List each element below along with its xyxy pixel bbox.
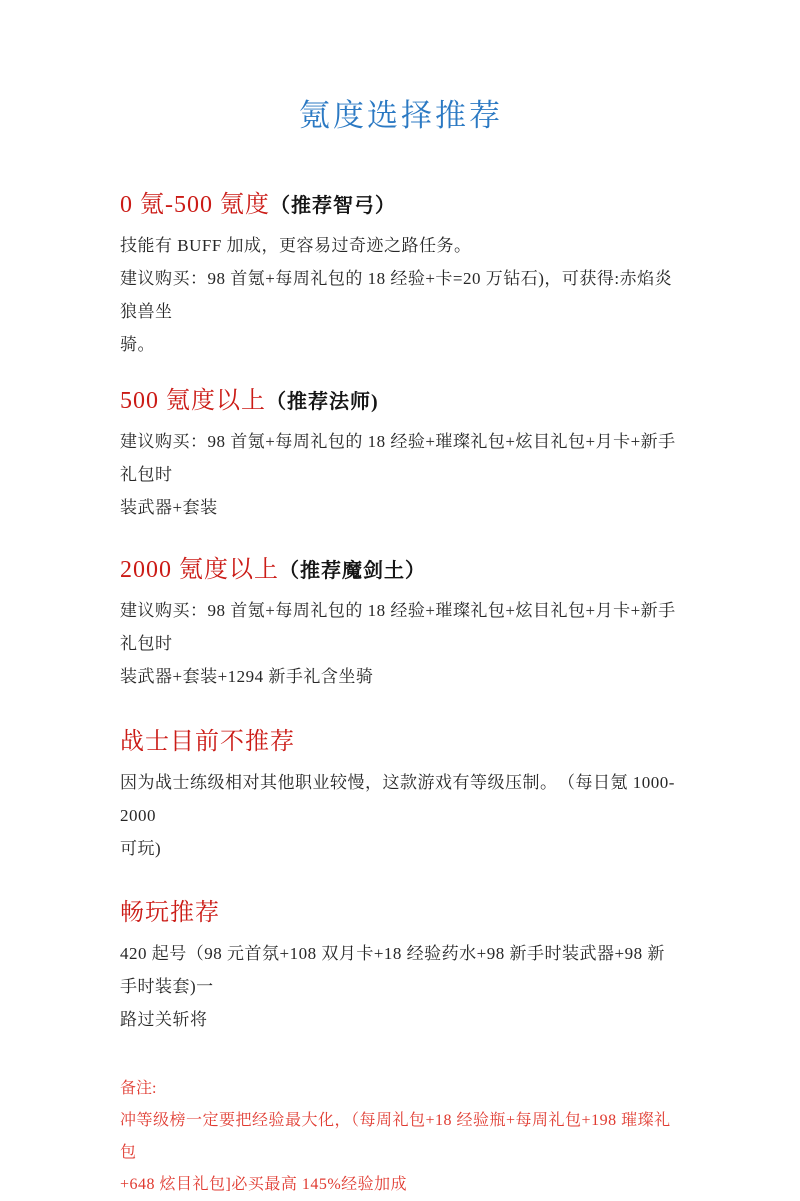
body-line: 建议购买：98 首氪+每周礼包的 18 经验+卡=20 万钻石)，可获得:赤焰炎狼兽坐 xyxy=(120,269,673,321)
section-heading-suffix: （推荐魔剑土） xyxy=(279,560,426,582)
section-heading-red: 2000 氪度以上 xyxy=(120,557,279,583)
body-line: 技能有 BUFF 加成，更容易过奇迹之路任务。 xyxy=(120,236,472,255)
section-heading xyxy=(120,898,682,929)
section-500-plus xyxy=(120,386,682,524)
section-heading xyxy=(120,386,682,417)
document-title: 氪度选择推荐 xyxy=(299,98,503,133)
section-warrior-not-recommended xyxy=(120,727,682,865)
section-heading-red: 500 氪度以上 xyxy=(120,388,266,414)
body-line: 建议购买：98 首氪+每周礼包的 18 经验+璀璨礼包+炫目礼包+月卡+新手礼包时 xyxy=(120,601,676,653)
body-line: 路过关斩将 xyxy=(120,1010,208,1029)
section-heading xyxy=(120,190,682,221)
body-line: 建议购买：98 首氪+每周礼包的 18 经验+璀璨礼包+炫目礼包+月卡+新手礼包时 xyxy=(120,432,676,484)
section-heading-red: 畅玩推荐 xyxy=(120,900,220,926)
section-0-to-500 xyxy=(120,190,682,361)
section-heading xyxy=(120,555,682,586)
note-label: 备注: xyxy=(120,1080,157,1097)
body-line: 骑。 xyxy=(120,335,155,354)
section-heading-suffix: （推荐智弓） xyxy=(270,195,396,217)
section-heading-red: 0 氪-500 氪度 xyxy=(120,192,270,218)
section-heading-suffix: （推荐法师) xyxy=(266,391,379,413)
section-casual-play xyxy=(120,898,682,1036)
note-line: 冲等级榜一定要把经验最大化，（每周礼包+18 经验瓶+每周礼包+198 璀璨礼包 xyxy=(120,1112,671,1161)
body-line: 装武器+套装 xyxy=(120,498,218,517)
section-2000-plus xyxy=(120,555,682,693)
body-line: 可玩) xyxy=(120,839,162,858)
body-line: 因为战士练级相对其他职业较慢，这款游戏有等级压制。 （每日氪 1000-2000 xyxy=(120,773,675,825)
note-line: +648 炫目礼包]必买最高 145%经验加成 xyxy=(120,1176,408,1193)
note-section xyxy=(120,1073,682,1201)
body-line: 装武器+套装+1294 新手礼含坐骑 xyxy=(120,667,374,686)
section-heading-red: 战士目前不推荐 xyxy=(120,729,295,755)
section-heading xyxy=(120,727,682,758)
body-line: 420 起号（98 元首氛+108 双月卡+18 经验药水+98 新手时装武器+98 新手时装套)一 xyxy=(120,944,665,996)
